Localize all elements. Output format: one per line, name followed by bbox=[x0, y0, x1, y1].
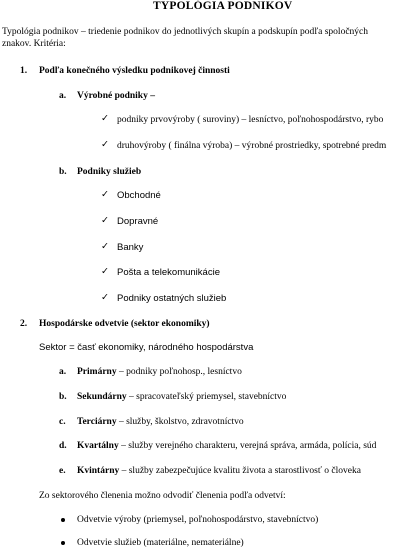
bullet-icon bbox=[61, 541, 65, 545]
sector-letter: c. bbox=[59, 417, 66, 427]
section-1-number: 1. bbox=[20, 66, 28, 76]
check-icon: ✓ bbox=[101, 189, 109, 200]
sector-name: Kvartálny bbox=[77, 441, 119, 451]
sector-desc: – služby, školstvo, zdravotníctvo bbox=[116, 417, 244, 427]
list-item: Odvetvie výroby (priemysel, poľnohospodárstvo, stavebníctvo) bbox=[77, 515, 319, 525]
page-title: TYPOLÓGIA PODNIKOV bbox=[153, 0, 293, 12]
check-icon: ✓ bbox=[101, 215, 109, 226]
check-icon: ✓ bbox=[101, 241, 109, 252]
section-2-heading: Hospodárske odvetvie (sektor ekonomiky) bbox=[39, 319, 210, 329]
sector-letter: b. bbox=[59, 392, 67, 402]
sector-letter: e. bbox=[59, 466, 66, 476]
intro-line-2: znakov. Kritéria: bbox=[2, 39, 66, 49]
sector-name: Primárny bbox=[77, 367, 117, 377]
list-item: podniky prvovýroby ( suroviny) – lesníctvo, poľnohospodárstvo, rybo bbox=[117, 115, 384, 125]
check-icon: ✓ bbox=[101, 113, 109, 124]
sector-item bbox=[77, 366, 242, 378]
section-2-number: 2. bbox=[20, 319, 28, 329]
list-item: druhovýroby ( finálna výroba) – výrobné prostriedky, spotrebné predm bbox=[117, 141, 387, 151]
sector-name: Sekundárny bbox=[77, 392, 127, 402]
subsection-b-heading: Podniky služieb bbox=[77, 167, 142, 177]
subsection-a-letter: a. bbox=[59, 91, 67, 101]
list-item: Odvetvie služieb (materiálne, nemateriálne) bbox=[77, 538, 244, 548]
list-item: Podniky ostatných služieb bbox=[117, 293, 227, 304]
sector-item bbox=[77, 465, 361, 477]
sector-item bbox=[77, 391, 286, 403]
sector-item bbox=[77, 416, 244, 428]
check-icon: ✓ bbox=[101, 139, 109, 150]
sector-letter: d. bbox=[59, 441, 67, 451]
list-item: Dopravné bbox=[117, 216, 159, 227]
sector-definition: Sektor = časť ekonomiky, národného hospodárstva bbox=[39, 342, 254, 353]
sector-desc: – spracovateľský priemysel, stavebníctvo bbox=[126, 392, 287, 402]
sector-desc: – podniky poľnohosp., lesníctvo bbox=[116, 367, 242, 377]
section-1-heading: Podľa konečného výsledku podnikovej činnosti bbox=[39, 66, 230, 76]
check-icon: ✓ bbox=[101, 292, 109, 303]
bullet-icon bbox=[61, 518, 65, 522]
sector-name: Kvintárny bbox=[77, 466, 120, 476]
sector-name: Terciárny bbox=[77, 417, 117, 427]
subsection-a-heading: Výrobné podniky – bbox=[77, 91, 155, 101]
intro-line-1: Typológia podnikov – triedenie podnikov do jednotlivých skupín a podskupín podľa spoločných bbox=[2, 27, 368, 37]
subsection-b-letter: b. bbox=[59, 167, 67, 177]
sector-letter: a. bbox=[59, 367, 67, 377]
list-item: Banky bbox=[117, 242, 144, 253]
sector-item bbox=[77, 440, 376, 452]
sector-desc: – služby zabezpečujúce kvalitu života a starostlivosť o človeka bbox=[119, 466, 361, 476]
sector-desc: – služby verejného charakteru, verejná správa, armáda, polícia, súd bbox=[118, 441, 377, 451]
list-item: Obchodné bbox=[117, 190, 161, 201]
derive-text: Zo sektorového členenia možno odvodiť členenia podľa odvetví: bbox=[39, 491, 286, 501]
list-item: Pošta a telekomunikácie bbox=[117, 267, 220, 278]
check-icon: ✓ bbox=[101, 266, 109, 277]
